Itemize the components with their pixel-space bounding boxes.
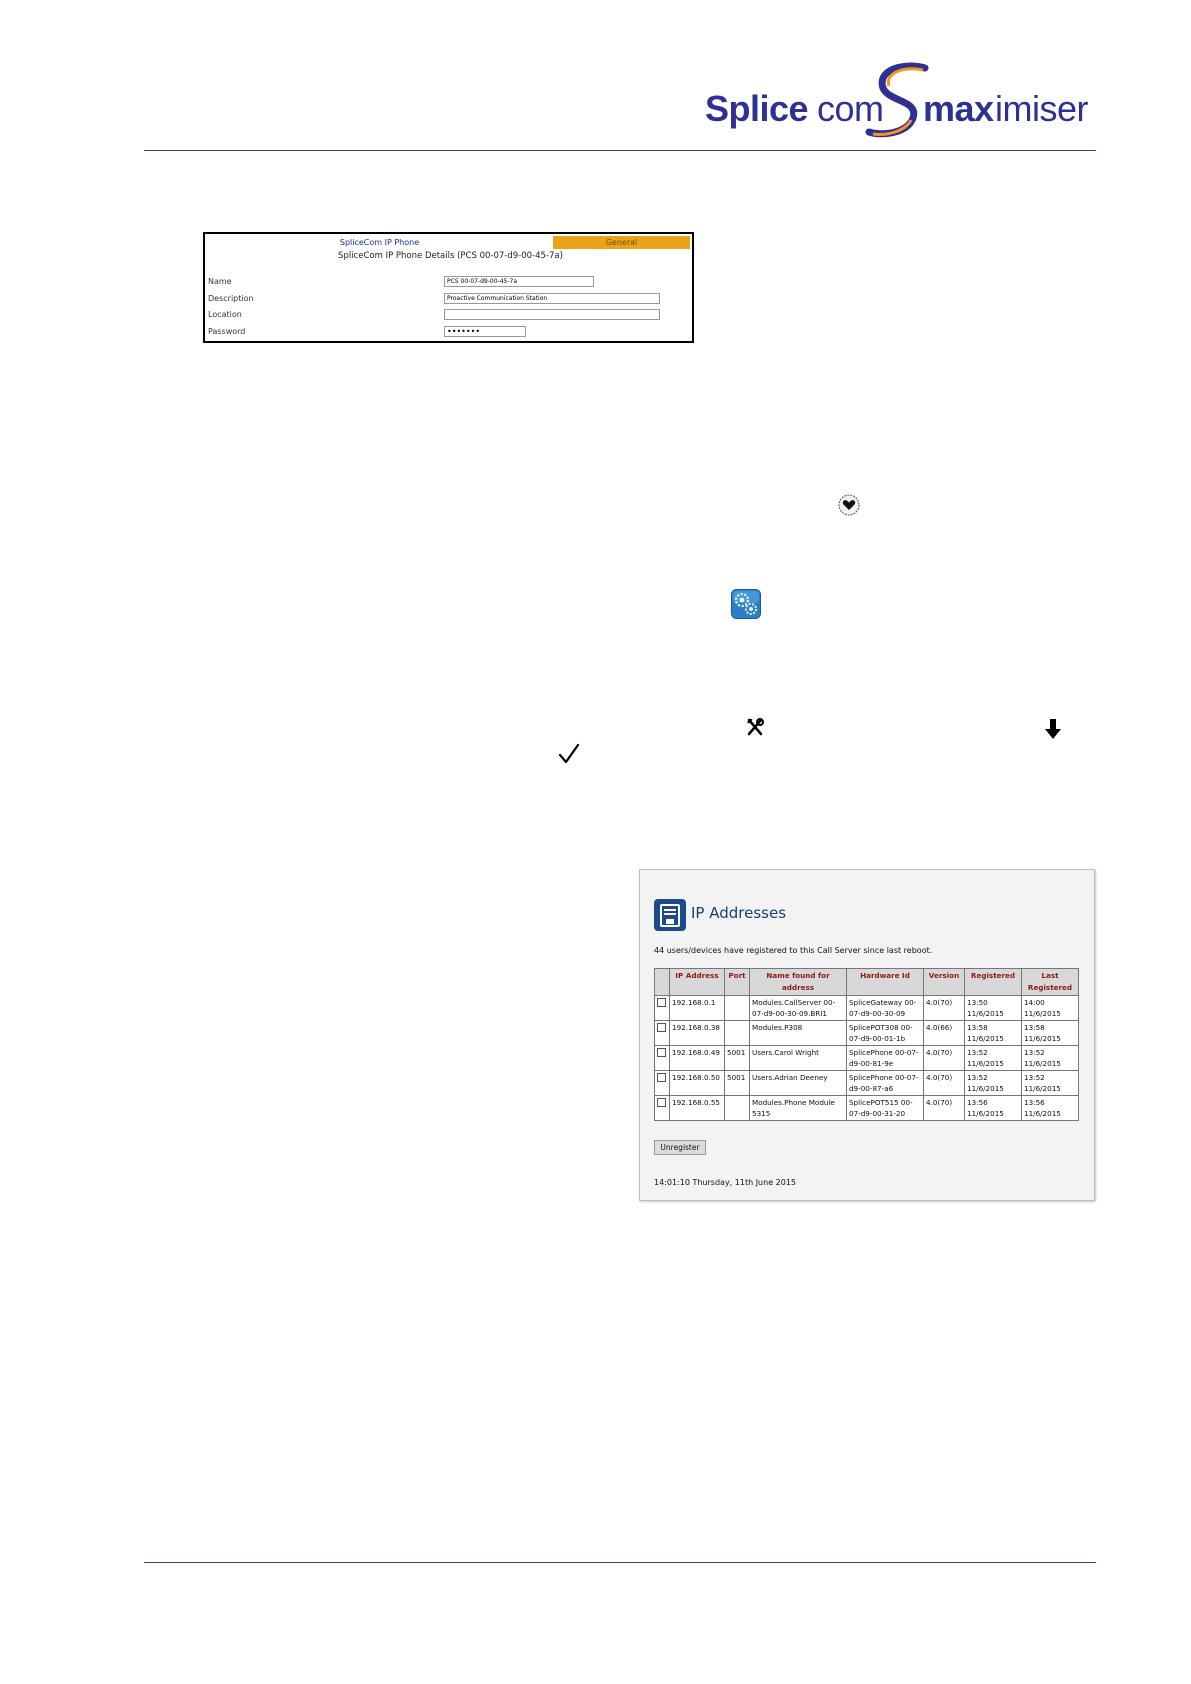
table-row: [655, 1021, 1079, 1046]
col-last-registered: Last Registered: [1022, 969, 1079, 996]
ip-cell: 192.168.0.38: [670, 1021, 725, 1046]
version-cell: 4.0(66): [924, 1021, 965, 1046]
heart-icon: [838, 494, 860, 516]
tab-splicecom-ip-phone[interactable]: SpliceCom IP Phone: [339, 238, 420, 247]
port-cell: [725, 1096, 750, 1121]
ip-addresses-panel: [639, 869, 1095, 1201]
port-cell: [725, 1021, 750, 1046]
row-checkbox[interactable]: [657, 1073, 666, 1082]
ip-cell: 192.168.0.55: [670, 1096, 725, 1121]
settings-gears-icon: [731, 589, 761, 619]
tab-general[interactable]: General: [553, 236, 690, 249]
table-header-row: [655, 969, 1079, 996]
logo-splice-text: Splice: [705, 88, 809, 129]
ip-addresses-table: [654, 968, 1079, 1121]
table-row: [655, 1096, 1079, 1121]
registered-cell: 13:52 11/6/2015: [965, 1046, 1022, 1071]
name-cell: Users.Adrian Deeney: [750, 1071, 847, 1096]
name-cell: Modules.CallServer 00-07-d9-00-30-09.BRI1: [750, 996, 847, 1021]
row-checkbox-cell: [655, 1021, 670, 1046]
row-checkbox[interactable]: [657, 1023, 666, 1032]
registered-cell: 13:56 11/6/2015: [965, 1096, 1022, 1121]
registered-cell: 13:50 11/6/2015: [965, 996, 1022, 1021]
row-checkbox-cell: [655, 1046, 670, 1071]
name-cell: Users.Carol Wright: [750, 1046, 847, 1071]
password-field[interactable]: •••••••: [444, 326, 526, 337]
ip-addresses-icon: [654, 899, 686, 931]
unregister-button[interactable]: Unregister: [654, 1140, 706, 1155]
col-select: [655, 969, 670, 996]
ip-addresses-title: IP Addresses: [691, 904, 787, 922]
registered-cell: 13:58 11/6/2015: [965, 1021, 1022, 1046]
registered-cell: 13:52 11/6/2015: [965, 1071, 1022, 1096]
timestamp-footer: 14:01:10 Thursday, 11th June 2015: [654, 1178, 797, 1187]
name-cell: Modules.P308: [750, 1021, 847, 1046]
hardware-cell: SplicePhone 00-07-d9-00-87-a6: [847, 1071, 924, 1096]
description-label: Description: [208, 294, 254, 303]
ip-cell: 192.168.0.1: [670, 996, 725, 1021]
table-row: [655, 1046, 1079, 1071]
name-field[interactable]: PCS 00-07-d9-00-45-7a: [444, 276, 594, 287]
row-checkbox[interactable]: [657, 998, 666, 1007]
last-registered-cell: 14:00 11/6/2015: [1022, 996, 1079, 1021]
table-row: [655, 1071, 1079, 1096]
logo-imiser-text: imiser: [995, 88, 1088, 129]
last-registered-cell: 13:52 11/6/2015: [1022, 1046, 1079, 1071]
splicecom-maximiser-logo: [705, 62, 1095, 142]
ip-cell: 192.168.0.49: [670, 1046, 725, 1071]
down-arrow-icon: [1043, 718, 1063, 740]
footer-rule: [144, 1562, 1096, 1563]
col-hardware-id: Hardware Id: [847, 969, 924, 996]
description-field[interactable]: Proactive Communication Station: [444, 293, 660, 304]
phone-details-panel: [203, 232, 694, 343]
col-port: Port: [725, 969, 750, 996]
password-label: Password: [208, 327, 246, 336]
col-name-found: Name found for address: [750, 969, 847, 996]
hardware-cell: SplicePOT308 00-07-d9-00-01-1b: [847, 1021, 924, 1046]
last-registered-cell: 13:56 11/6/2015: [1022, 1096, 1079, 1121]
hardware-cell: SplicePOT515 00-07-d9-00-31-20: [847, 1096, 924, 1121]
tools-icon: [745, 718, 765, 738]
header-rule: [144, 150, 1096, 151]
phone-details-heading: SpliceCom IP Phone Details (PCS 00-07-d9-00-45-7a): [338, 251, 563, 261]
version-cell: 4.0(70): [924, 1096, 965, 1121]
col-ip-address: IP Address: [670, 969, 725, 996]
col-version: Version: [924, 969, 965, 996]
hardware-cell: SplicePhone 00-07-d9-00-81-9e: [847, 1046, 924, 1071]
row-checkbox[interactable]: [657, 1098, 666, 1107]
row-checkbox[interactable]: [657, 1048, 666, 1057]
last-registered-cell: 13:52 11/6/2015: [1022, 1071, 1079, 1096]
location-field[interactable]: [444, 309, 660, 320]
logo-com-text: com: [817, 88, 884, 129]
row-checkbox-cell: [655, 1071, 670, 1096]
checkmark-icon: [558, 743, 580, 765]
logo-max-text: max: [923, 88, 994, 129]
row-checkbox-cell: [655, 1096, 670, 1121]
name-label: Name: [208, 277, 232, 286]
col-registered: Registered: [965, 969, 1022, 996]
version-cell: 4.0(70): [924, 1071, 965, 1096]
name-cell: Modules.Phone Module 5315: [750, 1096, 847, 1121]
row-checkbox-cell: [655, 996, 670, 1021]
ip-cell: 192.168.0.50: [670, 1071, 725, 1096]
port-cell: 5001: [725, 1071, 750, 1096]
version-cell: 4.0(70): [924, 996, 965, 1021]
registration-summary: 44 users/devices have registered to this Call Server since last reboot.: [654, 946, 933, 955]
port-cell: [725, 996, 750, 1021]
table-row: [655, 996, 1079, 1021]
last-registered-cell: 13:58 11/6/2015: [1022, 1021, 1079, 1046]
hardware-cell: SpliceGateway 00-07-d9-00-30-09: [847, 996, 924, 1021]
port-cell: 5001: [725, 1046, 750, 1071]
version-cell: 4.0(70): [924, 1046, 965, 1071]
location-label: Location: [208, 310, 242, 319]
